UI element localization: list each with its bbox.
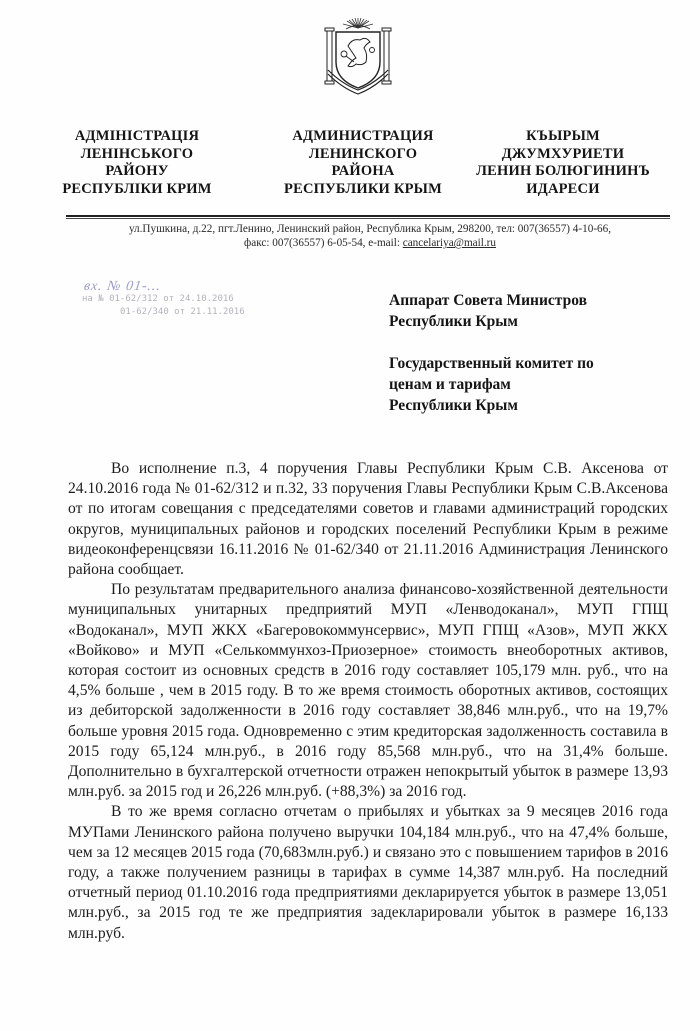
letterhead-line: ДЖУМХУРИЕТИ — [501, 145, 625, 162]
letterhead-divider-thin — [66, 218, 670, 219]
letterhead-ukrainian — [62, 128, 212, 198]
letterhead-line: РАЙОНА — [331, 163, 395, 179]
letterhead-line: ИДАРЕСИ — [526, 180, 600, 197]
fax-label: факс: 007(36557) 6-05-54, e-mail: — [244, 237, 403, 249]
recipient-line: Аппарат Совета Министров — [389, 292, 587, 309]
recipient-line: ценам и тарифам — [389, 376, 511, 393]
letterhead-russian — [268, 128, 458, 198]
recipient-line: Республики Крым — [389, 397, 518, 414]
recipient-line: Республики Крым — [389, 313, 518, 330]
letterhead-address — [60, 222, 680, 250]
body-paragraph: Во исполнение п.3, 4 поручения Главы Республики Крым С.В. Аксенова от 24.10.2016 года № 01-62/312 и п.32, 33 поручения Главы Республики Крым С.В.Аксенова от по итогам совещания с председателями советов и главами администраций городских округов, муниципальных районов и городских поселений Республики Крым в режиме видеоконференцсвязи 16.11.2016 № 01-62/340 от 21.11.2016 Администрация Ленинского района сообщает. — [68, 460, 668, 579]
letterhead-line: РАЙОНУ — [105, 163, 169, 179]
body-paragraph: В то же время согласно отчетам о прибылях и убытках за 9 месяцев 2016 года МУПами Ленинского района получено выручки 104,184 млн.руб., что на 47,4% больше, чем за 12 месяцев 2015 года (70,683млн.руб.) и связано это с повышением тарифов в 2016 году, а также получением разницы в тарифах в сумме 14,387 млн.руб. На последний отчетный период 01.10.2016 года предприятиями декларируется убыток в размере 13,051 млн.руб., за 2015 год те же предприятия задекларировали убыток в размере 16,133 млн.руб. — [68, 803, 668, 942]
recipient-line: Государственный комитет по — [389, 355, 594, 372]
recipient-prices-committee — [389, 353, 679, 416]
letter-body — [68, 459, 668, 944]
letterhead-line: КЪЫРЫМ — [526, 128, 600, 144]
letterhead-titles — [40, 128, 680, 204]
address-line: ул.Пушкина, д.22, пгт.Ленино, Ленинский район, Республика Крым, 298200, тел: 007(36557) 4-10-66, — [128, 223, 612, 235]
contact-line — [60, 236, 680, 250]
letterhead-line: ЛЕНИНСКОГО — [308, 145, 418, 162]
letterhead-crimean-tatar — [468, 128, 658, 198]
crimea-coat-of-arms-icon — [322, 14, 394, 98]
stamp-row: 01-62/340 от 21.11.2016 — [120, 307, 245, 317]
recipient-council-of-ministers — [389, 290, 679, 332]
letterhead-line: ЛЕНИН БОЛЮГИНИНЪ — [476, 163, 650, 179]
registration-stamp — [76, 280, 316, 338]
letterhead-line: ЛЕНІНСЬКОГО — [80, 145, 194, 162]
letterhead-line: АДМІНІСТРАЦІЯ — [74, 128, 200, 144]
email-link[interactable]: cancelariya@mail.ru — [402, 237, 496, 249]
letterhead-line: РЕСПУБЛИКИ КРЫМ — [284, 180, 442, 197]
letterhead-line: РЕСПУБЛІКИ КРИМ — [62, 180, 212, 197]
letterhead-line: АДМИНИСТРАЦИЯ — [292, 128, 434, 144]
letterhead-divider — [66, 215, 670, 217]
stamp-row: на № 01-62/312 от 24.10.2016 — [82, 294, 234, 304]
recipients-block — [389, 290, 679, 437]
body-paragraph: По результатам предварительного анализа финансово-хозяйственной деятельности муниципальных унитарных предприятий МУП «Ленводоканал», МУП ГПЩ «Водоканал», МУП ЖКХ «Багеровокоммунсервис», МУП ГПЩ «Азов», МУП ЖКХ «Войково» и МУП «Селькоммунхоз-Приозерное» стоимость внеоборотных активов, которая состоит из основных средств в 2016 году составляет 105,179 млн. руб., что на 4,5% больше , чем в 2015 году. В то же время стоимость оборотных активов, состоящих из дебиторской задолженности в 2016 году составляет 38,846 млн.руб., что на 19,7% больше уровня 2015 года. Одновременно с этим кредиторская задолженность составила в 2015 году 65,124 млн.руб., в 2016 году 85,568 млн.руб., что на 31,4% больше. Дополнительно в бухгалтерской отчетности отражен непокрытый убыток в размере 13,93 млн.руб. за 2015 год и 26,226 млн.руб. (+88,3%) за 2016 год. — [68, 581, 668, 801]
stamp-signature: вх. № 01-... — [82, 279, 163, 294]
